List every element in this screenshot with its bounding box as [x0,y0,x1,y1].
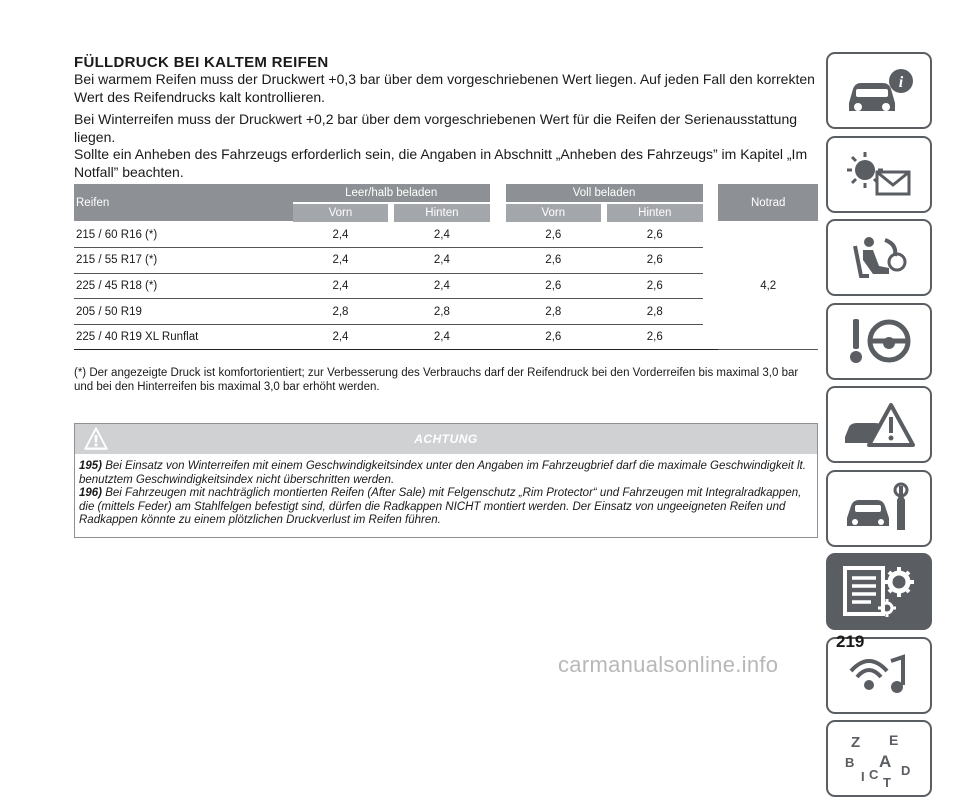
header-group-half-loaded: Leer/halb beladen [293,184,490,203]
seat-airbag-icon [839,230,919,286]
pressure-half-rear: 2,8 [394,299,490,325]
tyre-size: 205 / 50 R19 [74,299,293,325]
warning-item [79,487,813,528]
pressure-full-front: 2,6 [506,324,601,350]
header-half-rear: Hinten [394,203,490,222]
pressure-half-front: 2,4 [293,324,388,350]
table-row [74,222,818,248]
pressure-half-rear: 2,4 [394,324,490,350]
table-row [74,324,818,350]
svg-text:C: C [869,766,879,782]
warning-item-number: 196) [79,487,103,500]
warning-item-text: Bei Fahrzeugen mit nachträglich montierten Reifen (After Sale) mit Felgenschutz „Rim Protector“ und Fahrzeugen mit Integralradkappen, die (mittels Feder) am Stahlfelgen befestigt sind, dürfen die Radkappen NICHT montiert werden. Der Einsatz von ungeeigneten Reifen und Radkappen könnte zu einem plötzlichen Druckverlust im Reifen führen. [79,487,802,527]
pressure-half-front: 2,4 [293,222,388,248]
svg-text:B: B [845,754,855,770]
paragraph-lifting: Sollte ein Anheben des Fahrzeugs erforderlich sein, die Angaben in Abschnitt „Anheben des Fahrzeugs” im Kapitel „Im Notfall” beachten. [74,146,808,180]
key-steering-wheel-icon [839,313,919,369]
car-info-icon [839,63,919,119]
pressure-half-rear: 2,4 [394,248,490,274]
chapter-tab-safety[interactable] [826,219,932,296]
svg-text:D: D [901,762,911,778]
tyre-size: 225 / 40 R19 XL Runflat [74,324,293,350]
pressure-full-rear: 2,6 [607,324,703,350]
header-half-front: Vorn [293,203,388,222]
main-text [74,54,818,181]
pressure-half-front: 2,4 [293,273,388,299]
paragraph-winter-tyres: Bei Winterreifen muss der Druckwert +0,2 bar über dem vorgeschriebenen Wert für die Reifen der Serienausstattung liegen. [74,111,798,145]
svg-text:A: A [879,751,892,771]
tyre-size: 225 / 45 R18 (*) [74,273,293,299]
warning-item-text: Bei Einsatz von Winterreifen mit einem Geschwindigkeitsindex unter den Angaben im Fahrzeugbrief darf die maximale Geschwindigkeit lt. benutztem Geschwindigkeitsindex nicht überschritten werden. [79,460,806,486]
pressure-full-rear: 2,8 [607,299,703,325]
warning-header [75,424,817,454]
spare-pressure: 4,2 [718,222,818,350]
svg-text:T: T [883,774,891,790]
car-service-tools-icon [839,480,919,536]
paragraph-warm-tyres: Bei warmem Reifen muss der Druckwert +0,3 bar über dem vorgeschriebenen Wert liegen. Auf jeden Fall den korrekten Wert des Reifendrucks kalt kontrollieren. [74,71,815,105]
multimedia-icon [839,647,919,703]
watermark: carmanualsonline.info [558,652,779,677]
header-group-full-loaded: Voll beladen [506,184,703,203]
pressure-full-front: 2,8 [506,299,601,325]
svg-text:Z: Z [851,733,861,751]
pressure-half-front: 2,4 [293,248,388,274]
table-row [74,248,818,274]
chapter-tab-maintenance[interactable] [826,470,932,547]
chapter-tabs [826,52,933,804]
warning-box [74,423,818,538]
table-row [74,273,818,299]
chapter-tab-vehicle-info[interactable] [826,52,932,129]
pressure-half-rear: 2,4 [394,273,490,299]
warning-lights-message-icon [839,146,919,202]
warning-body [75,454,817,528]
chapter-tab-technical-data[interactable] [826,553,932,630]
pressure-full-rear: 2,6 [607,222,703,248]
svg-text:E: E [889,731,899,748]
page-number: 219 [836,632,865,651]
svg-text:I: I [861,768,865,784]
header-spare: Notrad [718,184,818,222]
header-full-front: Vorn [506,203,601,222]
pressure-full-front: 2,6 [506,222,601,248]
tyre-pressure-table [74,184,818,350]
chapter-tab-starting-driving[interactable] [826,303,932,380]
chapter-tab-index[interactable] [826,720,932,797]
pressure-full-front: 2,6 [506,273,601,299]
chapter-tab-warning-lights[interactable] [826,136,932,213]
pressure-full-rear: 2,6 [607,248,703,274]
chapter-tab-emergency[interactable] [826,386,932,463]
svg-text:i: i [898,73,904,91]
header-tyres: Reifen [74,184,293,222]
section-heading: FÜLLDRUCK BEI KALTEM REIFEN [74,54,329,71]
header-full-rear: Hinten [607,203,703,222]
pressure-half-front: 2,8 [293,299,388,325]
table-footnote: (*) Der angezeigte Druck ist komfortorientiert; zur Verbesserung des Verbrauchs darf der Reifendruck bei den Vorderreifen bis maximal 3,0 bar und bei den Hinterreifen bis maximal 3,0 bar erhöht werden. [74,367,799,393]
alphabetical-index-icon [839,729,919,789]
pressure-half-rear: 2,4 [394,222,490,248]
warning-item [79,460,813,487]
table-row [74,299,818,325]
tyre-size: 215 / 55 R17 (*) [74,248,293,274]
pressure-full-rear: 2,6 [607,273,703,299]
technical-data-gear-icon [837,562,921,622]
pressure-full-front: 2,6 [506,248,601,274]
tyre-size: 215 / 60 R16 (*) [74,222,293,248]
warning-title: ACHTUNG [414,432,478,446]
breakdown-triangle-icon [839,397,919,453]
warning-item-number: 195) [79,460,103,472]
